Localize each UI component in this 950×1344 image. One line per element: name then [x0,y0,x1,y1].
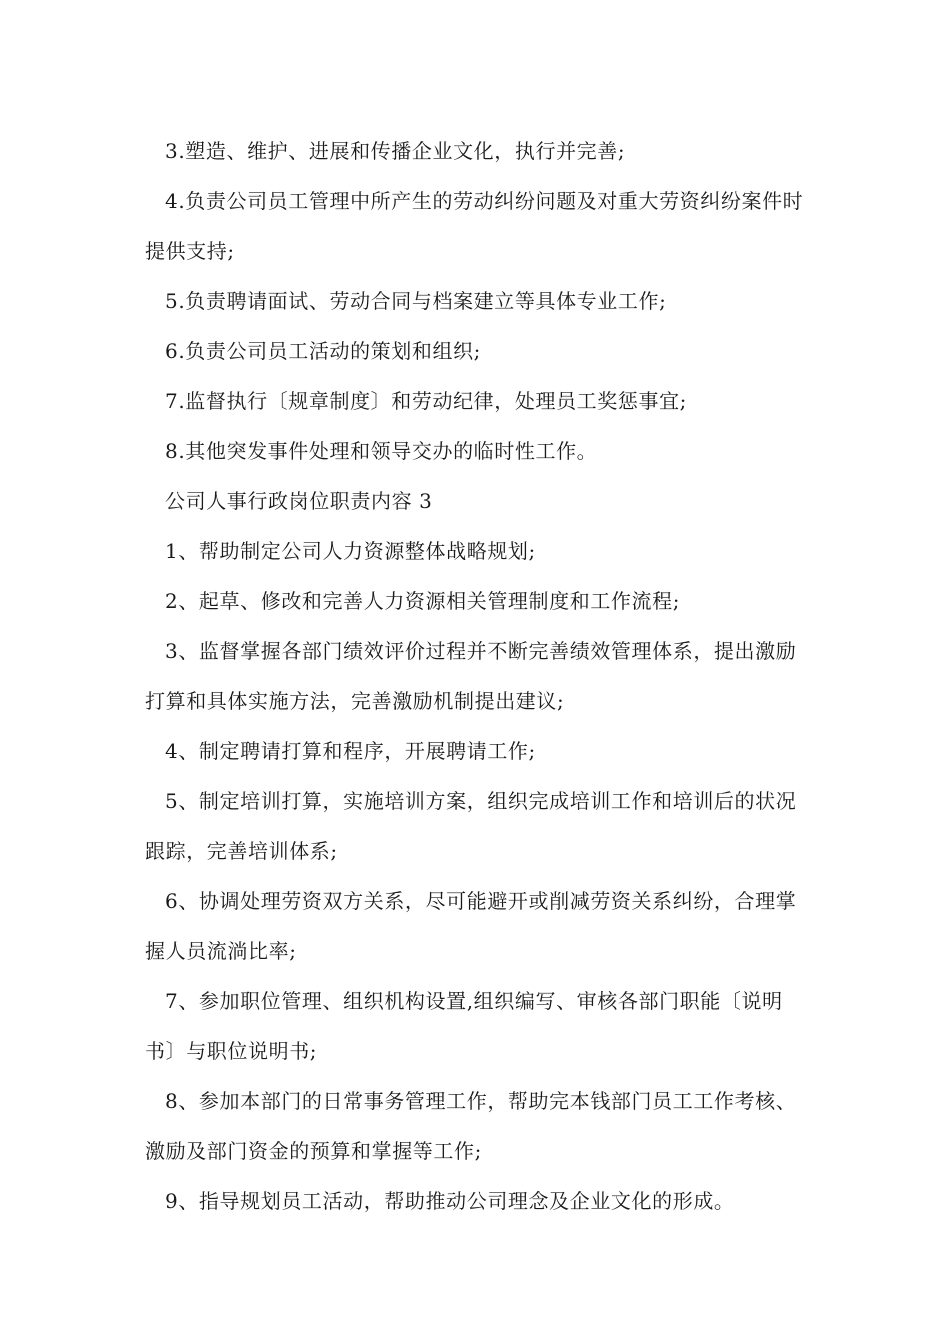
paragraph-department-affairs: 8、参加本部门的日常事务管理工作，帮助完本钱部门员工工作考核、激励及部门资金的预算和掌握等工作; [145,1089,797,1163]
paragraph-labor-disputes: 4.负责公司员工管理中所产生的劳动纠纷问题及对重大劳资纠纷案件时提供支持; [145,189,804,263]
paragraph-culture-promotion: 9、指导规划员工活动，帮助推动公司理念及企业文化的形成。 [165,1189,735,1213]
paragraph-policies: 2、起草、修改和完善人力资源相关管理制度和工作流程; [165,589,681,613]
paragraph-rules-discipline: 7.监督执行〔规章制度〕和劳动纪律，处理员工奖惩事宜; [165,389,688,413]
paragraph-other-tasks: 8.其他突发事件处理和领导交办的临时性工作。 [165,439,598,463]
paragraph-position-management: 7、参加职位管理、组织机构设置,组织编写、审核各部门职能〔说明书〕与职位说明书; [145,989,783,1063]
paragraph-hr-strategy: 1、帮助制定公司人力资源整体战略规划; [165,539,536,563]
section-heading: 公司人事行政岗位职责内容 3 [165,489,433,513]
paragraph-labor-relations: 6、协调处理劳资双方关系，尽可能避开或削减劳资关系纠纷，合理掌握人员流淌比率; [145,889,797,963]
document-body [145,126,810,1226]
paragraph-recruitment-contracts: 5.负责聘请面试、劳动合同与档案建立等具体专业工作; [165,289,667,313]
paragraph-staff-activities: 6.负责公司员工活动的策划和组织; [165,339,482,363]
paragraph-recruitment-plan: 4、制定聘请打算和程序，开展聘请工作; [165,739,536,763]
paragraph-training: 5、制定培训打算，实施培训方案，组织完成培训工作和培训后的状况跟踪，完善培训体系; [145,789,797,863]
paragraph-performance: 3、监督掌握各部门绩效评价过程并不断完善绩效管理体系，提出激励打算和具体实施方法，完善激励机制提出建议; [145,639,797,713]
paragraph-culture: 3.塑造、维护、进展和传播企业文化，执行并完善; [165,139,626,163]
